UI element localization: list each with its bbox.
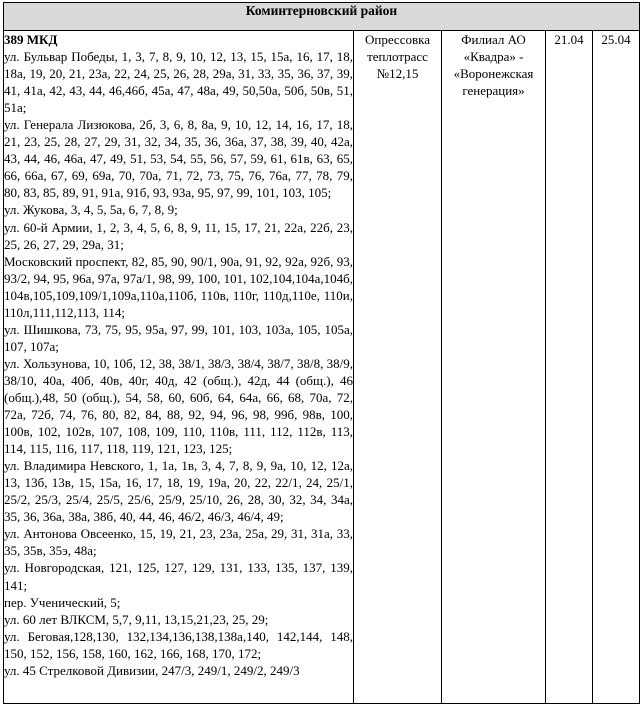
street-entry: ул. 60-й Армии, 1, 2, 3, 4, 5, 6, 8, 9, 11, 15, 17, 21, 22а, 22б, 23, 25, 26, 27, 29, 29а, 31; [4,219,353,252]
work-type-cell: Опрессовка теплотрасс №12,15 [354,31,442,704]
street-entry: ул. Антонова Овсеенко, 15, 19, 21, 23, 23а, 25а, 29, 31, 31а, 33, 35, 35в, 35э, 48а; [4,526,353,559]
street-entry: ул. Владимира Невского, 1, 1а, 1в, 3, 4, 7, 8, 9, 9а, 10, 12, 12а, 13, 13б, 13в, 15, 15а, 16, 17, 18, 19, 19а, 20, 22, 22/1, 24, 25/1, 25/2, 25/3, 25/4, 25/5, 25/6, 25/9, 25/10, 26, 28, 30, 32, 34, 34а, 35, 36, 36а, 38а, 38б, 40, 44, 46, 46/2, 46/3, 46/4, 49; [4,458,353,525]
building-count-label: 389 МКД [4,32,58,47]
district-title: Коминтерновский район [4,3,640,31]
table-row [4,31,640,704]
street-entry: пер. Ученический, 5; [4,594,121,610]
street-entry: Московский проспект, 82, 85, 90, 90/1, 90а, 91, 92, 92а, 92б, 93, 93/2, 94, 95, 96а, 97а, 97а/1, 98, 99, 100, 101, 102,104,104а,104б, 104в,105,109,109/1,109а,110а,110б, 110в, 110г, 110д,110е, 110и, 110л,111,112,113, 114; [4,253,353,320]
street-entry: ул. 60 лет ВЛКСМ, 5,7, 9,11, 13,15,21,23, 25, 29; [4,611,269,627]
end-date-cell: 25.04 [593,31,640,704]
organization-cell: Филиал АО «Квадра» - «Воронежская генерация» [442,31,546,704]
street-entry: ул. Генерала Лизюкова, 2б, 3, 6, 8, 8а, 9, 10, 12, 14, 16, 17, 18, 21, 23, 25, 28, 27, 29, 31, 32, 34, 35, 36, 36а, 37, 38, 39, 40, 42а, 43, 44, 46, 46а, 47, 49, 51, 53, 54, 55, 56, 57, 59, 61, 61в, 63, 65, 66, 66а, 67, 69, 69а, 70, 70а, 71, 72, 73, 75, 76, 76а, 77, 78, 79, 80, 83, 85, 89, 91, 91а, 91б, 93, 93а, 95, 97, 99, 101, 103, 105; [4,117,353,201]
street-entry: ул. Жукова, 3, 4, 5, 5а, 6, 7, 8, 9; [4,202,178,218]
street-entry: ул. 45 Стрелковой Дивизии, 247/3, 249/1, 249/2, 249/3 [4,662,300,678]
outage-schedule-table [3,2,640,704]
district-header-row [4,3,640,31]
address-list-cell [4,31,354,704]
street-entry: ул. Хользунова, 10, 10б, 12, 38, 38/1, 38/3, 38/4, 38/7, 38/8, 38/9, 38/10, 40а, 40б, 40в, 40г, 40д, 42 (общ.), 42д, 44 (общ.), 46 (общ.),48, 50 (общ.), 54, 58, 60, 60б, 64, 64а, 66, 68, 70а, 72, 72а, 72б, 74, 76, 80, 82, 84, 88, 92, 94, 96, 98, 99б, 98в, 100, 100в, 102, 102в, 107, 108, 109, 110, 110в, 111, 112, 112в, 113, 114, 115, 116, 117, 118, 119, 121, 123, 125; [4,355,353,457]
street-entry: ул. Беговая,128,130, 132,134,136,138,138а,140, 142,144, 148, 150, 152, 156, 158, 160, 162, 166, 168, 170, 172; [4,628,353,661]
street-entry: ул. Шишкова, 73, 75, 95, 95а, 97, 99, 101, 103, 103а, 105, 105а, 107, 107а; [4,321,353,354]
street-entry: ул. Бульвар Победы, 1, 3, 7, 8, 9, 10, 12, 13, 15, 15а, 16, 17, 18, 18а, 19, 20, 21, 23а, 22, 24, 25, 26, 28, 29а, 31, 33, 35, 36, 37, 39, 41, 41а, 42, 43, 44, 46,46б, 45а, 47, 48а, 49, 50,50а, 50б, 50в, 51, 51а; [4,49,353,116]
street-entry: ул. Новгородская, 121, 125, 127, 129, 131, 133, 135, 137, 139, 141; [4,560,353,593]
start-date-cell: 21.04 [546,31,593,704]
